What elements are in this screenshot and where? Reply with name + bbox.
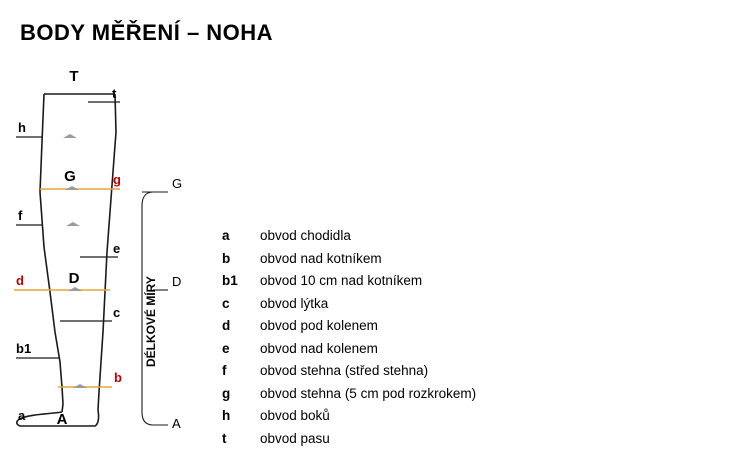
list-item [222, 228, 742, 251]
label-f: f [18, 208, 23, 223]
legend-key: g [222, 386, 260, 401]
legend-description: obvod 10 cm nad kotníkem [260, 273, 742, 288]
legend-description: obvod pod kolenem [260, 318, 742, 333]
legend-key: e [222, 341, 260, 356]
legend-description: obvod stehna (střed stehna) [260, 363, 742, 378]
leg-outline [17, 94, 116, 426]
label-c: c [113, 305, 120, 320]
list-item [222, 363, 742, 386]
legend-description: obvod stehna (5 cm pod rozkrokem) [260, 386, 742, 401]
label-g: g [113, 172, 121, 187]
label-b: b [114, 370, 122, 385]
legend-description: obvod lýtka [260, 296, 742, 311]
list-item [222, 318, 742, 341]
legend-key: f [222, 363, 260, 378]
list-item [222, 341, 742, 364]
label-a: a [18, 408, 26, 423]
legend-key: t [222, 431, 260, 446]
legend-description: obvod nad kotníkem [260, 251, 742, 266]
label-T: T [69, 68, 78, 85]
bracket-label-G: G [172, 176, 182, 191]
label-b1: b1 [16, 341, 31, 356]
bracket-label-D: D [172, 274, 181, 289]
legend-key: a [222, 228, 260, 243]
legend [222, 228, 742, 453]
list-item [222, 251, 742, 274]
list-item [222, 296, 742, 319]
legend-description: obvod chodidla [260, 228, 742, 243]
label-h: h [18, 120, 26, 135]
legend-key: h [222, 408, 260, 423]
legend-description: obvod boků [260, 408, 742, 423]
bracket-label-A: A [172, 416, 181, 431]
page-title: BODY MĚŘENÍ – NOHA [20, 20, 273, 46]
list-item [222, 408, 742, 431]
length-measure-vertical-label: DÉLKOVÉ MÍRY [143, 276, 158, 367]
legend-key: c [222, 296, 260, 311]
legend-description: obvod pasu [260, 431, 742, 446]
label-D: D [69, 270, 80, 287]
list-item [222, 273, 742, 296]
legend-key: b1 [222, 273, 260, 288]
label-t: t [112, 86, 117, 101]
legend-key: d [222, 318, 260, 333]
list-item [222, 386, 742, 409]
list-item [222, 431, 742, 453]
label-d: d [16, 273, 24, 288]
legend-key: b [222, 251, 260, 266]
label-A: A [57, 411, 68, 428]
label-G: G [64, 168, 76, 185]
label-e: e [113, 241, 120, 256]
legend-description: obvod nad kolenem [260, 341, 742, 356]
